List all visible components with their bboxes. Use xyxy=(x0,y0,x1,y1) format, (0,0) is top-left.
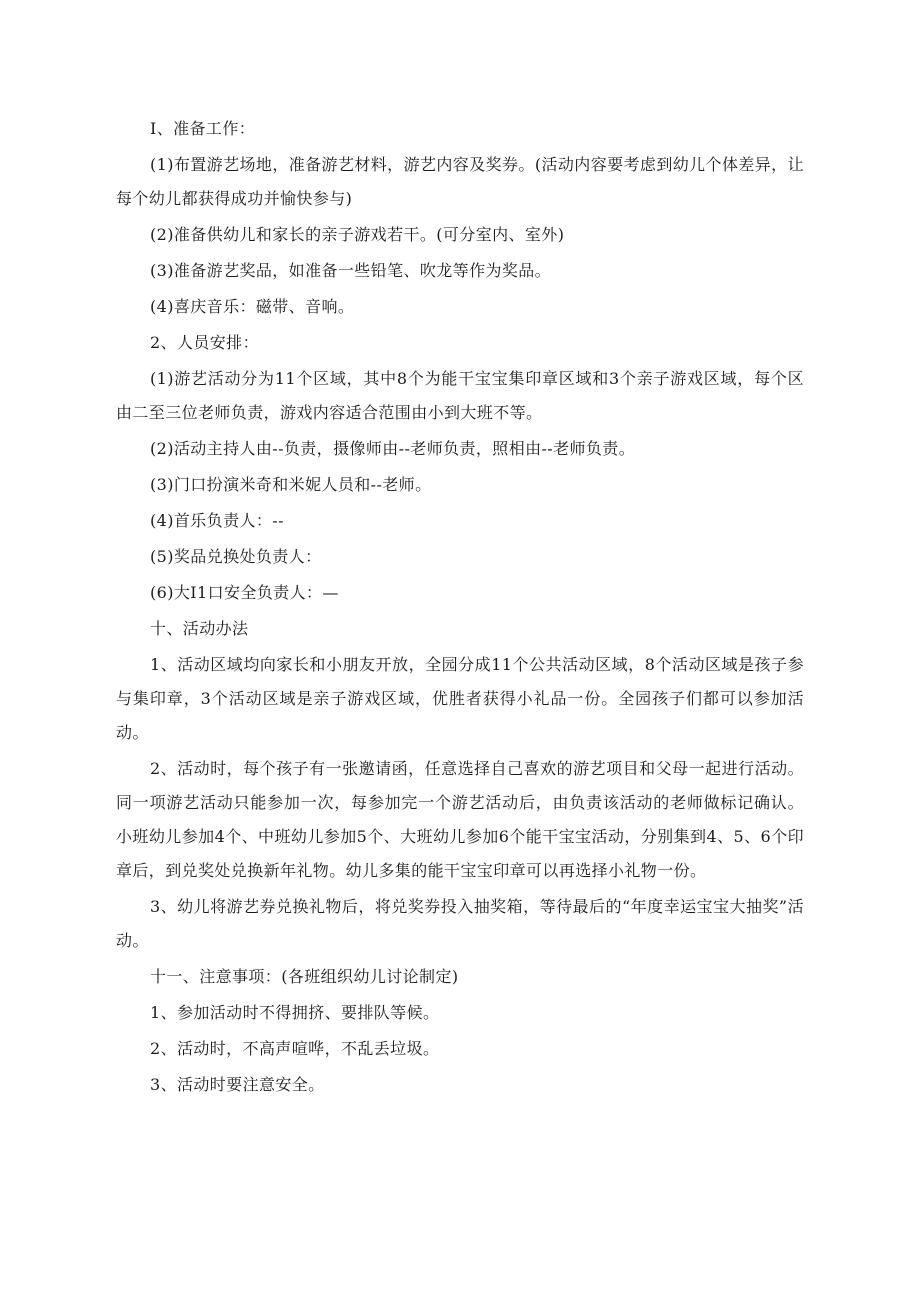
paragraph-notes-3: 3、活动时要注意安全。 xyxy=(150,1075,325,1094)
section-heading-preparation: I、准备工作： xyxy=(150,119,256,138)
paragraph-method-3: 3、幼儿将游艺券兑换礼物后，将兑奖券投入抽奖箱，等待最后的“年度幸运宝宝大抽奖”活动。 xyxy=(116,897,804,950)
paragraph-staff-1: (1)游艺活动分为11个区域，其中8个为能干宝宝集印章区域和3个亲子游戏区域，每个区由二至三位老师负责，游戏内容适合范围由小到大班不等。 xyxy=(116,369,804,422)
paragraph-prep-3: (3)准备游艺奖品，如准备一些铅笔、吹龙等作为奖品。 xyxy=(150,261,552,280)
section-heading-notes: 十一、注意事项：(各班组织幼儿讨论制定) xyxy=(150,967,459,986)
paragraph-staff-3: (3)门口扮演米奇和米妮人员和--老师。 xyxy=(150,475,432,494)
paragraph-prep-4: (4)喜庆音乐：磁带、音响。 xyxy=(150,297,355,316)
paragraph-notes-1: 1、参加活动时不得拥挤、要排队等候。 xyxy=(150,1003,440,1022)
paragraph-prep-2: (2)准备供幼儿和家长的亲子游戏若干。(可分室内、室外) xyxy=(150,225,565,244)
paragraph-staff-2: (2)活动主持人由--负责，摄像师由--老师负责，照相由--老师负责。 xyxy=(150,439,636,458)
paragraph-prep-1: (1)布置游艺场地，准备游艺材料，游艺内容及奖券。(活动内容要考虑到幼儿个体差异，让每个幼儿都获得成功并愉快参与) xyxy=(116,155,804,208)
paragraph-method-1: 1、活动区域均向家长和小朋友开放，全园分成11个公共活动区域，8个活动区域是孩子参与集印章，3个活动区域是亲子游戏区域，优胜者获得小礼品一份。全园孩子们都可以参加活动。 xyxy=(116,655,804,742)
section-heading-method: 十、活动办法 xyxy=(150,619,249,638)
paragraph-notes-2: 2、活动时，不高声喧哗，不乱丢垃圾。 xyxy=(150,1039,440,1058)
paragraph-staff-4: (4)首乐负责人：-- xyxy=(150,511,284,530)
paragraph-staff-5: (5)奖品兑换处负责人： xyxy=(150,547,322,566)
document-body xyxy=(116,112,804,1102)
section-heading-staffing: 2、人员安排： xyxy=(150,333,259,352)
paragraph-method-2: 2、活动时，每个孩子有一张邀请函，任意选择自己喜欢的游艺项目和父母一起进行活动。同一项游艺活动只能参加一次，每参加完一个游艺活动后，由负责该活动的老师做标记确认。小班幼儿参加4个、中班幼儿参加5个、大班幼儿参加6个能干宝宝活动，分别集到4、5、6个印章后，到兑奖处兑换新年礼物。幼儿多集的能干宝宝印章可以再选择小礼物一份。 xyxy=(116,759,804,880)
paragraph-staff-6: (6)大I1口安全负责人：— xyxy=(150,583,339,602)
